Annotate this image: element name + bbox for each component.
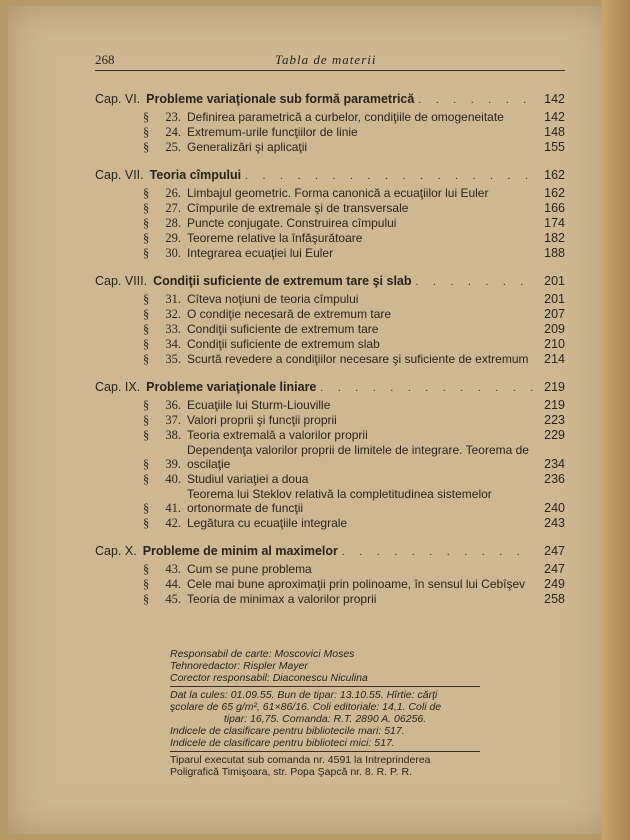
- section-title: Puncte conjugate. Construirea cîmpului: [187, 216, 397, 230]
- chapter-page: 142: [544, 92, 565, 106]
- section-entry: [95, 216, 565, 230]
- colophon-tehnoredactor: Tehnoredactor: Rispler Mayer: [170, 660, 308, 672]
- section-sign-icon: §: [143, 125, 150, 139]
- section-number: 43.: [165, 562, 181, 576]
- chapter-page: 219: [544, 380, 565, 394]
- section-sign-icon: §: [143, 337, 150, 351]
- section-sign-icon: §: [143, 201, 150, 215]
- section-page: 223: [544, 413, 565, 427]
- section-entry: [95, 413, 565, 427]
- section-page: 182: [544, 231, 565, 245]
- section-entry: [95, 592, 565, 606]
- section-entry: [95, 110, 565, 124]
- header-rule: [95, 70, 565, 71]
- colophon-date-1: Dat la cules: 01.09.55. Bun de tipar: 13.10.55. Hîrtie: cărţi: [170, 689, 438, 701]
- chapter-title: Probleme variaţionale liniare: [146, 380, 317, 394]
- section-number: 27.: [165, 201, 181, 215]
- section-entry: [95, 398, 565, 412]
- section-entry: [95, 352, 565, 366]
- table-of-contents: [95, 90, 565, 618]
- chapter-label: Cap. X.: [95, 544, 137, 558]
- section-entry: [95, 201, 565, 215]
- section-title: Scurtă revedere a condiţiilor necesare şi suficiente de extremum: [187, 352, 529, 366]
- section-page: 214: [544, 352, 565, 366]
- section-page: 188: [544, 246, 565, 260]
- section-page: 142: [544, 110, 565, 124]
- section-sign-icon: §: [143, 592, 150, 606]
- section-sign-icon: §: [143, 140, 150, 154]
- section-page: 209: [544, 322, 565, 336]
- leader-dots: [342, 543, 533, 561]
- section-number: 35.: [165, 352, 181, 366]
- chapter-heading: [95, 378, 565, 397]
- chapter-title: Probleme de minim al maximelor: [142, 544, 338, 558]
- chapter: [95, 90, 565, 154]
- section-sign-icon: §: [143, 562, 150, 576]
- section-sign-icon: §: [143, 307, 150, 321]
- section-sign-icon: §: [143, 322, 150, 336]
- chapter-title: Teoria cîmpului: [149, 168, 242, 182]
- section-page: 240: [544, 501, 565, 515]
- leader-dots: [418, 91, 533, 109]
- section-number: 33.: [165, 322, 181, 336]
- section-number: 31.: [165, 292, 181, 306]
- section-number: 24.: [165, 125, 181, 139]
- section-number: 26.: [165, 186, 181, 200]
- section-page: 249: [544, 577, 565, 591]
- section-entry: [95, 562, 565, 576]
- chapter: [95, 272, 565, 366]
- chapter-page: 247: [544, 544, 565, 558]
- section-number: 32.: [165, 307, 181, 321]
- section-title: Generalizări şi aplicaţii: [187, 140, 308, 154]
- section-entry: [95, 337, 565, 351]
- section-sign-icon: §: [143, 110, 150, 124]
- page-edge: [602, 0, 630, 840]
- leader-dots: [416, 273, 533, 291]
- section-entry: [95, 428, 565, 442]
- section-number: 39.: [165, 457, 181, 471]
- section-number: 41.: [165, 501, 181, 515]
- section-number: 45.: [165, 592, 181, 606]
- section-number: 38.: [165, 428, 181, 442]
- colophon-rule-2: [170, 751, 480, 752]
- colophon-tipar-2: Poligrafică Timişoara, str. Popa Şapcă nr. 8. R. P. R.: [170, 766, 413, 778]
- section-title: Cîmpurile de extremale şi de transversale: [187, 201, 409, 215]
- leader-dots: [245, 167, 533, 185]
- colophon-date-3: tipar: 16,75. Comanda: R.T. 2890 A. 06256.: [223, 713, 427, 725]
- section-sign-icon: §: [143, 472, 150, 486]
- section-title: Ecuaţiile lui Sturm-Liouville: [187, 398, 331, 412]
- section-number: 28.: [165, 216, 181, 230]
- section-title: Extremum-urile funcţiilor de linie: [187, 125, 358, 139]
- section-sign-icon: §: [143, 246, 150, 260]
- colophon-responsabil: Responsabil de carte: Moscovici Moses: [170, 648, 355, 660]
- section-title: Teoreme relative la înfăşurătoare: [187, 231, 363, 245]
- chapter: [95, 378, 565, 530]
- section-entry: [95, 292, 565, 306]
- section-sign-icon: §: [143, 516, 150, 530]
- colophon-rule: [170, 686, 480, 687]
- colophon-tipar-1: Tiparul executat sub comanda nr. 4591 la Intreprinderea: [170, 754, 431, 766]
- section-page: 229: [544, 428, 565, 442]
- section-number: 34.: [165, 337, 181, 351]
- section-sign-icon: §: [143, 501, 150, 515]
- section-sign-icon: §: [143, 398, 150, 412]
- section-entry: [95, 472, 565, 486]
- section-title: Limbajul geometric. Forma canonică a ecuaţiilor lui Euler: [187, 186, 489, 200]
- section-entry: [95, 443, 565, 471]
- section-title: Teoria de minimax a valorilor proprii: [187, 592, 377, 606]
- section-page: 155: [544, 140, 565, 154]
- colophon-date-2: şcolare de 65 g/m², 61×86/16. Coli editoriale: 14,1. Coli de: [170, 701, 442, 713]
- section-title: Teorema lui Steklov relativă la completitudinea sistemelor ortonormate de funcţii: [187, 487, 492, 515]
- section-page: 234: [544, 457, 565, 471]
- chapter-heading: [95, 90, 565, 109]
- chapter-label: Cap. IX.: [95, 380, 141, 394]
- section-title: Valori proprii şi funcţii proprii: [187, 413, 337, 427]
- section-sign-icon: §: [143, 292, 150, 306]
- chapter: [95, 166, 565, 260]
- section-page: 236: [544, 472, 565, 486]
- colophon: [170, 648, 480, 778]
- page-header: [95, 52, 565, 72]
- section-number: 36.: [165, 398, 181, 412]
- section-page: 148: [544, 125, 565, 139]
- colophon-corector: Corector responsabil: Diaconescu Niculina: [170, 672, 368, 684]
- section-page: 258: [544, 592, 565, 606]
- section-entry: [95, 140, 565, 154]
- section-entry: [95, 322, 565, 336]
- section-number: 37.: [165, 413, 181, 427]
- section-number: 23.: [165, 110, 181, 124]
- chapter-label: Cap. VIII.: [95, 274, 148, 288]
- chapter-page: 162: [544, 168, 565, 182]
- running-title: Tabla de materii: [275, 52, 377, 67]
- section-entry: [95, 307, 565, 321]
- section-entry: [95, 487, 565, 515]
- colophon-indice-1: Indicele de clasificare pentru bibliotecile mari: 517.: [170, 725, 405, 737]
- section-page: 210: [544, 337, 565, 351]
- section-number: 30.: [165, 246, 181, 260]
- section-title: Definirea parametrică a curbelor, condiţiile de omogeneitate: [187, 110, 504, 124]
- section-title: Dependenţa valorilor proprii de limitele de integrare. Teorema de oscilaţie: [187, 443, 529, 471]
- section-sign-icon: §: [143, 186, 150, 200]
- section-title: Teoria extremală a valorilor proprii: [187, 428, 368, 442]
- section-title: Cum se pune problema: [187, 562, 312, 576]
- leader-dots: [320, 379, 533, 397]
- section-sign-icon: §: [143, 231, 150, 245]
- section-number: 44.: [165, 577, 181, 591]
- section-sign-icon: §: [143, 457, 150, 471]
- chapter-title: Probleme variaţionale sub formă parametrică: [146, 92, 415, 106]
- section-number: 40.: [165, 472, 181, 486]
- section-page: 201: [544, 292, 565, 306]
- chapter: [95, 542, 565, 606]
- section-entry: [95, 246, 565, 260]
- section-page: 243: [544, 516, 565, 530]
- section-entry: [95, 125, 565, 139]
- section-title: Studiul variaţiei a doua: [187, 472, 309, 486]
- chapter-label: Cap. VII.: [95, 168, 144, 182]
- section-sign-icon: §: [143, 577, 150, 591]
- chapter-heading: [95, 272, 565, 291]
- section-page: 247: [544, 562, 565, 576]
- section-page: 162: [544, 186, 565, 200]
- section-entry: [95, 231, 565, 245]
- chapter-label: Cap. VI.: [95, 92, 141, 106]
- section-title: Legătura cu ecuaţiile integrale: [187, 516, 348, 530]
- section-entry: [95, 577, 565, 591]
- section-sign-icon: §: [143, 216, 150, 230]
- section-number: 42.: [165, 516, 181, 530]
- section-title: O condiţie necesară de extremum tare: [187, 307, 392, 321]
- section-title: Condiţii suficiente de extremum slab: [187, 337, 380, 351]
- section-sign-icon: §: [143, 413, 150, 427]
- section-title: Condiţii suficiente de extremum tare: [187, 322, 379, 336]
- chapter-heading: [95, 166, 565, 185]
- section-title: Integrarea ecuaţiei lui Euler: [187, 246, 334, 260]
- chapter-title: Condiţii suficiente de extremum tare şi slab: [153, 274, 412, 288]
- section-sign-icon: §: [143, 428, 150, 442]
- section-entry: [95, 516, 565, 530]
- section-title: Cele mai bune aproximaţii prin polinoame, în sensul lui Cebîşev: [187, 577, 526, 591]
- section-page: 219: [544, 398, 565, 412]
- section-number: 29.: [165, 231, 181, 245]
- section-page: 174: [544, 216, 565, 230]
- colophon-indice-2: Indicele de clasificare pentru biblioteci mici: 517.: [170, 737, 395, 749]
- section-number: 25.: [165, 140, 181, 154]
- chapter-page: 201: [544, 274, 565, 288]
- page-number: 268: [95, 52, 115, 67]
- section-page: 207: [544, 307, 565, 321]
- chapter-heading: [95, 542, 565, 561]
- section-page: 166: [544, 201, 565, 215]
- section-sign-icon: §: [143, 352, 150, 366]
- section-title: Cîteva noţiuni de teoria cîmpului: [187, 292, 359, 306]
- section-entry: [95, 186, 565, 200]
